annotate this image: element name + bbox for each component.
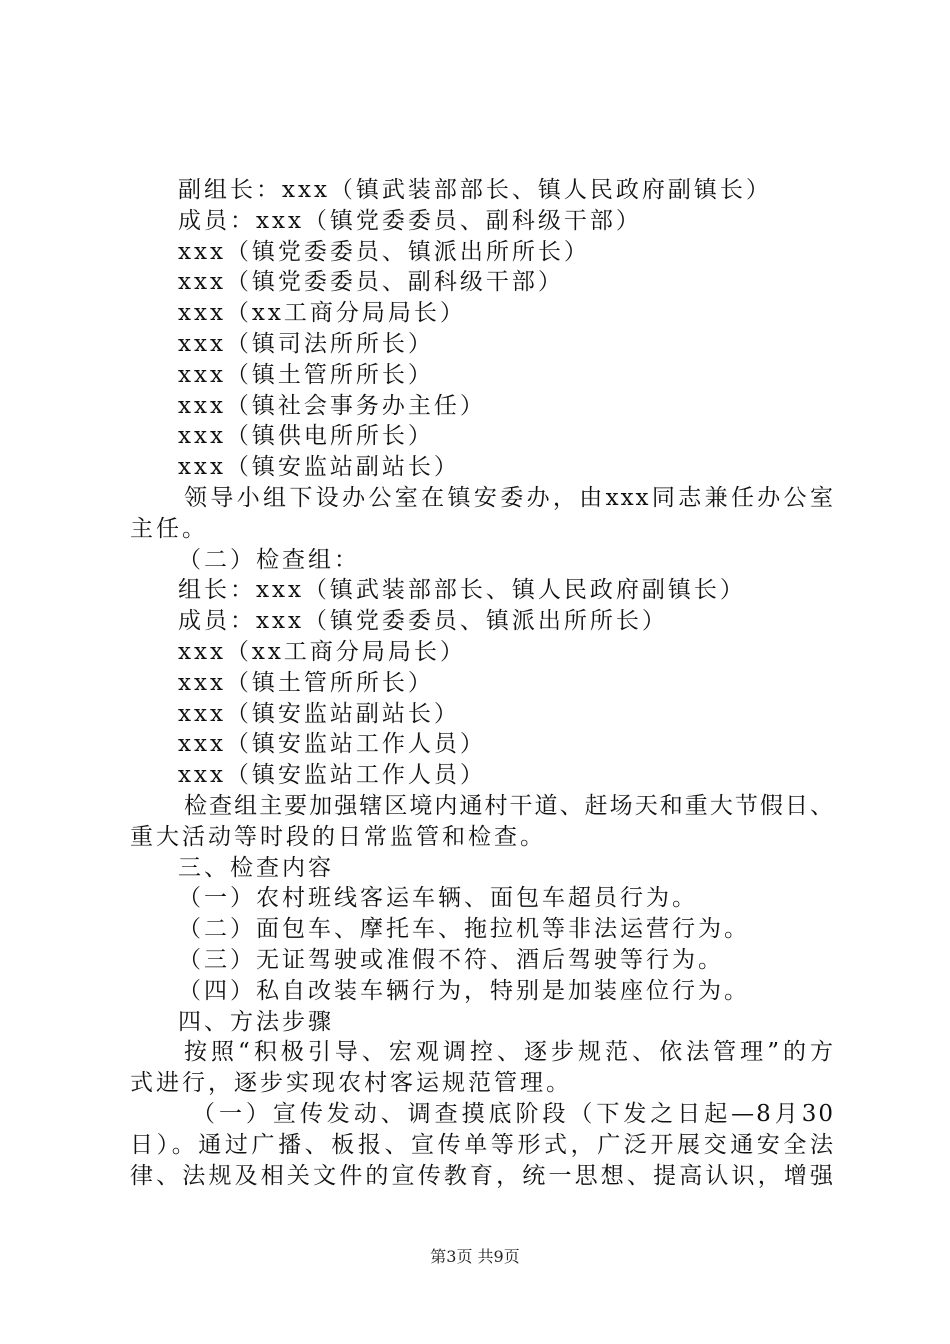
section-heading: （二）检查组： <box>178 546 360 573</box>
text-line: xxx（镇社会事务办主任） <box>178 392 486 419</box>
list-item: （三）无证驾驶或准假不符、酒后驾驶等行为。 <box>178 946 724 973</box>
paragraph-line: 日）。通过广播、板报、宣传单等形式，广泛开展交通安全法 <box>130 1131 835 1158</box>
text-line: xxx（镇安监站工作人员） <box>178 731 486 758</box>
document-body <box>130 175 835 1191</box>
list-item: （四）私自改装车辆行为，特别是加装座位行为。 <box>178 977 750 1004</box>
paragraph-line: （一）宣传发动、调查摸底阶段（下发之日起—8月30 <box>192 1100 835 1127</box>
text-line: xxx（镇土管所所长） <box>178 361 434 388</box>
list-item: （一）农村班线客运车辆、面包车超员行为。 <box>178 885 698 912</box>
paragraph-line: 律、法规及相关文件的宣传教育，统一思想、提高认识，增强 <box>130 1162 835 1189</box>
text-line: xxx（xx工商分局局长） <box>178 638 466 665</box>
paragraph-line: 按照“积极引导、宏观调控、逐步规范、依法管理”的方 <box>184 1039 835 1066</box>
text-line: xxx（xx工商分局局长） <box>178 300 466 327</box>
paragraph-line: 主任。 <box>130 515 208 542</box>
paragraph-line: 检查组主要加强辖区境内通村干道、赶场天和重大节假日、 <box>184 792 835 819</box>
text-line: xxx（镇安监站工作人员） <box>178 762 486 789</box>
text-line: 组长：xxx（镇武装部部长、镇人民政府副镇长） <box>178 577 746 604</box>
page-number: 第3页 共9页 <box>430 1247 520 1266</box>
text-line: 成员：xxx（镇党委委员、副科级干部） <box>178 207 642 234</box>
text-line: 成员：xxx（镇党委委员、镇派出所所长） <box>178 608 668 635</box>
text-line: xxx（镇供电所所长） <box>178 423 434 450</box>
section-heading: 三、检查内容 <box>178 854 334 881</box>
text-line: xxx（镇土管所所长） <box>178 669 434 696</box>
paragraph-line: 重大活动等时段的日常监管和检查。 <box>130 823 546 850</box>
text-line: xxx（镇党委委员、镇派出所所长） <box>178 238 590 265</box>
text-line: xxx（镇司法所所长） <box>178 330 434 357</box>
paragraph-line: 式进行，逐步实现农村客运规范管理。 <box>130 1070 572 1097</box>
text-line: 副组长：xxx（镇武装部部长、镇人民政府副镇长） <box>178 177 772 203</box>
text-line: xxx（镇安监站副站长） <box>178 454 460 481</box>
section-heading: 四、方法步骤 <box>178 1008 334 1035</box>
paragraph-line: 领导小组下设办公室在镇安委办，由xxx同志兼任办公室 <box>184 484 835 511</box>
text-line: xxx（镇党委委员、副科级干部） <box>178 269 564 296</box>
list-item: （二）面包车、摩托车、拖拉机等非法运营行为。 <box>178 916 750 943</box>
text-line: xxx（镇安监站副站长） <box>178 700 460 727</box>
